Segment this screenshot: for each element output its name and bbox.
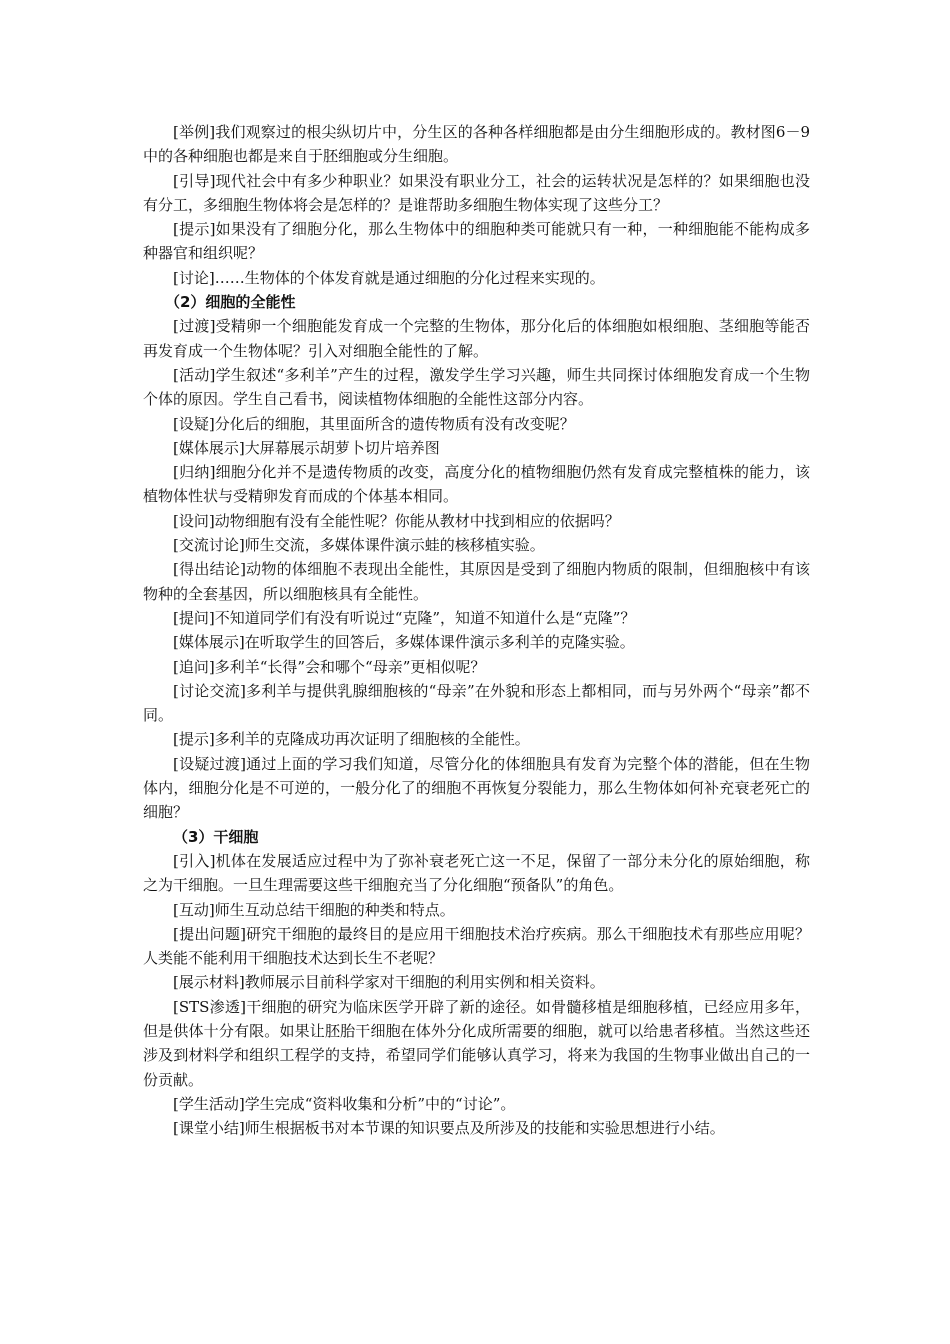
paragraph-transition: [过渡]受精卵一个细胞能发育成一个完整的生物体，那分化后的体细胞如根细胞、茎细胞等能否再发育成一个生物体呢？引入对细胞全能性的了解。 bbox=[143, 317, 810, 360]
paragraph-followup: [追问]多利羊“长得”会和哪个“母亲”更相似呢？ bbox=[173, 657, 486, 676]
paragraph-show-materials: [展示材料]教师展示目前科学家对干细胞的利用实例和相关资料。 bbox=[173, 973, 605, 992]
paragraph-discussion: [讨论]……生物体的个体发育就是通过细胞的分化过程来实现的。 bbox=[173, 268, 605, 287]
paragraph-guide: [引导]现代社会中有多少种职业？如果没有职业分工，社会的运转状况是怎样的？如果细胞也没有分工，多细胞生物体将会是怎样的？是谁帮助多细胞生物体实现了这些分工？ bbox=[143, 171, 810, 214]
paragraph-media-carrot: [媒体展示]大屏幕展示胡萝卜切片培养图 bbox=[173, 438, 440, 457]
paragraph-doubt: [设疑]分化后的细胞，其里面所含的遗传物质有没有改变呢？ bbox=[173, 414, 575, 433]
paragraph-intro: [引入]机体在发展适应过程中为了弥补衰老死亡这一不足，保留了一部分未分化的原始细胞，称之为干细胞。一旦生理需要这些干细胞充当了分化细胞“预备队”的角色。 bbox=[143, 851, 810, 895]
paragraph-activity: [活动]学生叙述“多利羊”产生的过程，激发学生学习兴趣，师生共同探讨体细胞发育成一个生物个体的原因。学生自己看书，阅读植物体细胞的全能性这部分内容。 bbox=[143, 365, 810, 409]
paragraph-doubt-transition: [设疑过渡]通过上面的学习我们知道，尽管分化的体细胞具有发育为完整个体的潜能，但在生物体内，细胞分化是不可逆的，一般分化了的细胞不再恢复分裂能力，那么生物体如何补充衰老死亡的细胞？ bbox=[143, 754, 810, 822]
paragraph-summary: [归纳]细胞分化并不是遗传物质的改变，高度分化的植物细胞仍然有发育成完整植株的能力，该植物体性状与受精卵发育而成的个体基本相同。 bbox=[143, 463, 810, 506]
paragraph-class-summary: [课堂小结]师生根据板书对本节课的知识要点及所涉及的技能和实验思想进行小结。 bbox=[173, 1119, 725, 1138]
paragraph-hint: [提示]如果没有了细胞分化，那么生物体中的细胞种类可能就只有一种，一种细胞能不能构成多种器官和组织呢？ bbox=[143, 220, 810, 263]
paragraph-example: [举例]我们观察过的根尖纵切片中，分生区的各种各样细胞都是由分生细胞形成的。教材图6－9中的各种细胞也都是来自于胚细胞或分生细胞。 bbox=[143, 123, 810, 166]
paragraph-hint-nucleus: [提示]多利羊的克隆成功再次证明了细胞核的全能性。 bbox=[173, 730, 530, 749]
paragraph-conclusion: [得出结论]动物的体细胞不表现出全能性，其原因是受到了细胞内物质的限制，但细胞核中有该物种的全套基因，所以细胞核具有全能性。 bbox=[143, 560, 810, 603]
paragraph-sts: [STS渗透]干细胞的研究为临床医学开辟了新的途径。如骨髓移植是细胞移植，已经应用多年，但是供体十分有限。如果让胚胎干细胞在体外分化成所需要的细胞，就可以给患者移植。当然这些还涉及到材料学和组织工程学的支持，希望同学们能够认真学习，将来为我国的生物事业做出自己的一份贡献。 bbox=[143, 997, 810, 1089]
paragraph-exchange: [交流讨论]师生交流，多媒体课件演示蛙的核移植实验。 bbox=[173, 536, 545, 555]
paragraph-interaction: [互动]师生互动总结干细胞的种类和特点。 bbox=[173, 900, 455, 919]
paragraph-discuss-exchange: [讨论交流]多利羊与提供乳腺细胞核的“母亲”在外貌和形态上都相同，而与另外两个“母亲”都不同。 bbox=[143, 681, 810, 725]
paragraph-raise-question: [提出问题]研究干细胞的最终目的是应用干细胞技术治疗疾病。那么干细胞技术有那些应用呢？人类能不能利用干细胞技术达到长生不老呢？ bbox=[143, 924, 810, 968]
section-heading-totipotency: （2）细胞的全能性 bbox=[165, 293, 296, 312]
paragraph-question-clone: [提问]不知道同学们有没有听说过“克隆”，知道不知道什么是“克隆”？ bbox=[173, 608, 636, 627]
document-page bbox=[143, 120, 810, 1140]
paragraph-media-dolly: [媒体展示]在听取学生的回答后，多媒体课件演示多利羊的克隆实验。 bbox=[173, 633, 635, 652]
section-heading-stem-cells: （3）干细胞 bbox=[173, 827, 259, 846]
paragraph-student-activity: [学生活动]学生完成“资料收集和分析”中的“讨论”。 bbox=[173, 1094, 516, 1113]
paragraph-question-animal: [设问]动物细胞有没有全能性呢？你能从教材中找到相应的依据吗？ bbox=[173, 511, 620, 530]
